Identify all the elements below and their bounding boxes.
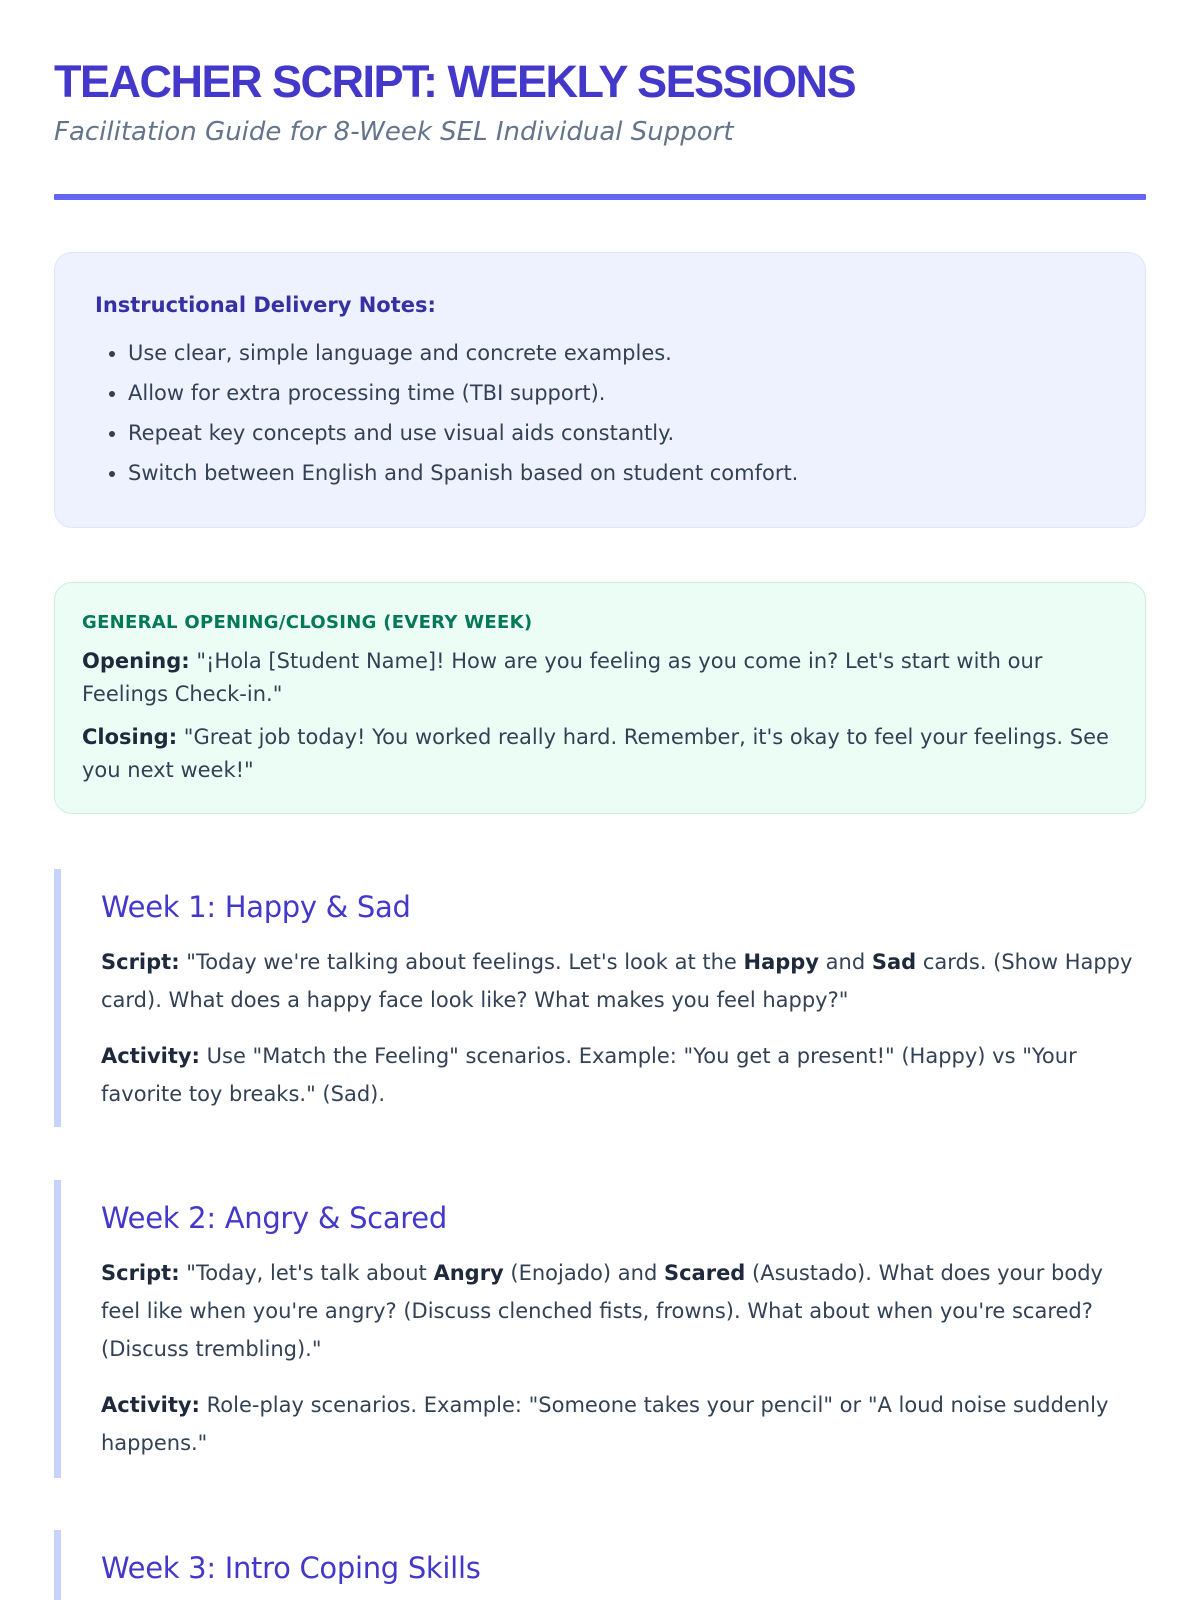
week-section-2	[54, 1180, 1146, 1478]
opening-label: Opening:	[82, 649, 190, 673]
week-script	[101, 1254, 1146, 1368]
script-text: (Asustado). What does your body feel like when you're angry? (Discuss clenched fists, frowns). What about when you're scared? (Discuss trembling)."	[101, 1261, 1103, 1361]
opening-line	[82, 645, 1118, 711]
week-section-1	[54, 869, 1146, 1127]
general-heading: GENERAL OPENING/CLOSING (EVERY WEEK)	[82, 612, 533, 633]
general-opening-closing-box	[54, 582, 1146, 814]
page-title: TEACHER SCRIPT: WEEKLY SESSIONS	[54, 56, 856, 107]
week-title: Week 3: Intro Coping Skills	[101, 1551, 481, 1585]
notes-list-item: • Switch between English and Spanish based on student comfort.	[128, 453, 1105, 493]
notes-list	[95, 333, 1105, 493]
script-text: "Today, let's talk about	[179, 1261, 434, 1285]
script-text: (Enojado) and	[503, 1261, 664, 1285]
script-text: cards. (Show Happy card). What does a happy face look like? What makes you feel happy?"	[101, 950, 1133, 1012]
week-section-3	[54, 1530, 1146, 1600]
script-emphasis: Happy	[743, 950, 819, 974]
week-script	[101, 943, 1146, 1019]
script-label: Script:	[101, 950, 180, 974]
week-title: Week 1: Happy & Sad	[101, 890, 411, 924]
script-emphasis: Sad	[871, 950, 917, 974]
script-emphasis: Angry	[433, 1261, 504, 1285]
week-activity	[101, 1386, 1146, 1462]
notes-list-item: • Use clear, simple language and concrete examples.	[128, 333, 1105, 373]
header-divider	[54, 194, 1146, 200]
notes-list-item: • Allow for extra processing time (TBI support).	[128, 373, 1105, 413]
activity-label: Activity:	[101, 1044, 200, 1068]
activity-text: Role-play scenarios. Example: "Someone takes your pencil" or "A loud noise suddenly happens."	[101, 1393, 1109, 1455]
activity-text: Use "Match the Feeling" scenarios. Example: "You get a present!" (Happy) vs "Your favorite toy breaks." (Sad).	[101, 1044, 1077, 1106]
instructional-notes-box	[54, 252, 1146, 528]
notes-list-item: • Repeat key concepts and use visual aids constantly.	[128, 413, 1105, 453]
script-label: Script:	[101, 1261, 180, 1285]
week-title: Week 2: Angry & Scared	[101, 1201, 447, 1235]
script-text: and	[819, 950, 872, 974]
closing-text: "Great job today! You worked really hard. Remember, it's okay to feel your feelings. See you next week!"	[82, 725, 1109, 782]
closing-label: Closing:	[82, 725, 178, 749]
closing-line	[82, 721, 1118, 787]
script-text: "Today we're talking about feelings. Let's look at the	[179, 950, 744, 974]
activity-label: Activity:	[101, 1393, 200, 1417]
page-subtitle: Facilitation Guide for 8-Week SEL Individual Support	[54, 117, 734, 147]
notes-heading: Instructional Delivery Notes:	[95, 293, 436, 317]
script-emphasis: Scared	[663, 1261, 746, 1285]
week-activity	[101, 1037, 1146, 1113]
opening-text: "¡Hola [Student Name]! How are you feeling as you come in? Let's start with our Feelings Check-in."	[82, 649, 1043, 706]
